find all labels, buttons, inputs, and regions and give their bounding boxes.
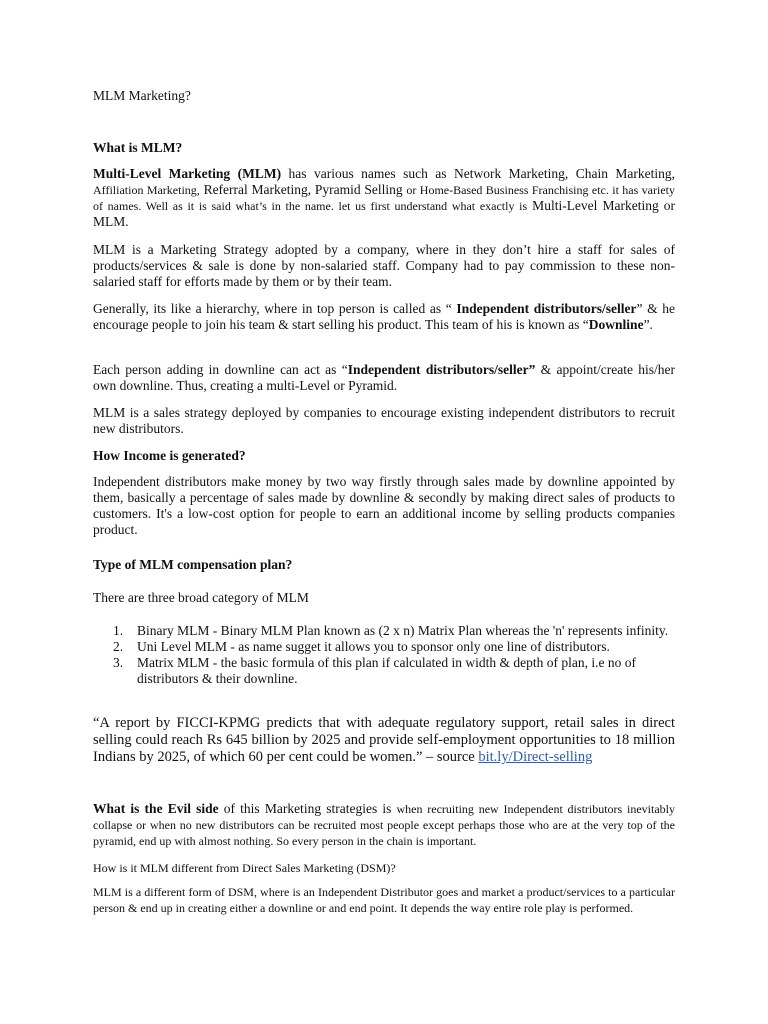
document-title: MLM Marketing? [93,88,191,103]
heading-income: How Income is generated? [93,448,246,463]
quote-ficci-kpmg: “A report by FICCI-KPMG predicts that with adequate regulatory support, retail sales in direct selling could reach Rs 645 billion by 2025 and provide self-employment opportunities to 18 million Indians by 2025, of which 60 per cent could be women.” – source bit.ly/Direct-selling [93,715,675,765]
paragraph-three-categories: There are three broad category of MLM [93,590,309,605]
list-item: 1. Binary MLM - Binary MLM Plan known as (2 x n) Matrix Plan whereas the 'n' represents infinity. [113,623,669,638]
source-link[interactable]: bit.ly/Direct-selling [478,749,593,765]
paragraph-income: Independent distributors make money by two way firstly through sales made by downline appointed by them, basically a percentage of sales made by downline & secondly by making direct sales of products to customers. It's a low-cost option for people to earn an additional income by selling products companies product. [93,474,675,537]
list-item: 3. Matrix MLM - the basic formula of this plan if calculated in width & depth of plan, i.e no of distributors & their downline. [113,655,637,686]
paragraph-sales-strategy: MLM is a sales strategy deployed by companies to encourage existing independent distributors to recruit new distributors. [93,405,675,436]
question-mlm-vs-dsm: How is it MLM different from Direct Sales Marketing (DSM)? [93,861,396,875]
paragraph-hierarchy: Generally, its like a hierarchy, where in top person is called as “ Independent distributors/seller” & he encourage people to join his team & start selling his product. This team of his is known as “Downline”. [93,301,675,332]
list-item: 2. Uni Level MLM - as name sugget it allows you to sponsor only one line of distributors. [113,639,610,654]
heading-compensation-plan: Type of MLM compensation plan? [93,557,293,572]
paragraph-downline: Each person adding in downline can act as “Independent distributors/seller” & appoint/create his/her own downline. Thus, creating a multi-Level or Pyramid. [93,362,676,393]
compensation-plan-list [93,623,675,687]
paragraph-marketing-strategy: MLM is a Marketing Strategy adopted by a company, where in they don’t hire a staff for sales of products/services & sale is done by non-salaried staff. Company had to pay commission to these non-salaried staff for efforts made by them or by their team. [93,242,675,289]
paragraph-evil-side: What is the Evil side of this Marketing strategies is when recruiting new Independent distributors inevitably collapse or when no new distributors can be recruited most people except perhaps those who are at the very top of the pyramid, end up with almost nothing. So every person in the chain is important. [93,801,675,848]
paragraph-mlm-vs-dsm: MLM is a different form of DSM, where is an Independent Distributor goes and market a product/services to a particular person & end up in creating either a downline or and end point. It depends the way entire role play is performed. [93,885,675,915]
heading-what-is-mlm: What is MLM? [93,140,183,155]
paragraph-mlm-definition: Multi-Level Marketing (MLM) has various names such as Network Marketing, Chain Marketing, Affiliation Marketing, Referral Marketing, Pyramid Selling or Home-Based Business Franchising etc. it has variety of names. Well as it is said what’s in the name. let us first understand what exactly is Multi-Level Marketing or MLM. [93,166,676,229]
